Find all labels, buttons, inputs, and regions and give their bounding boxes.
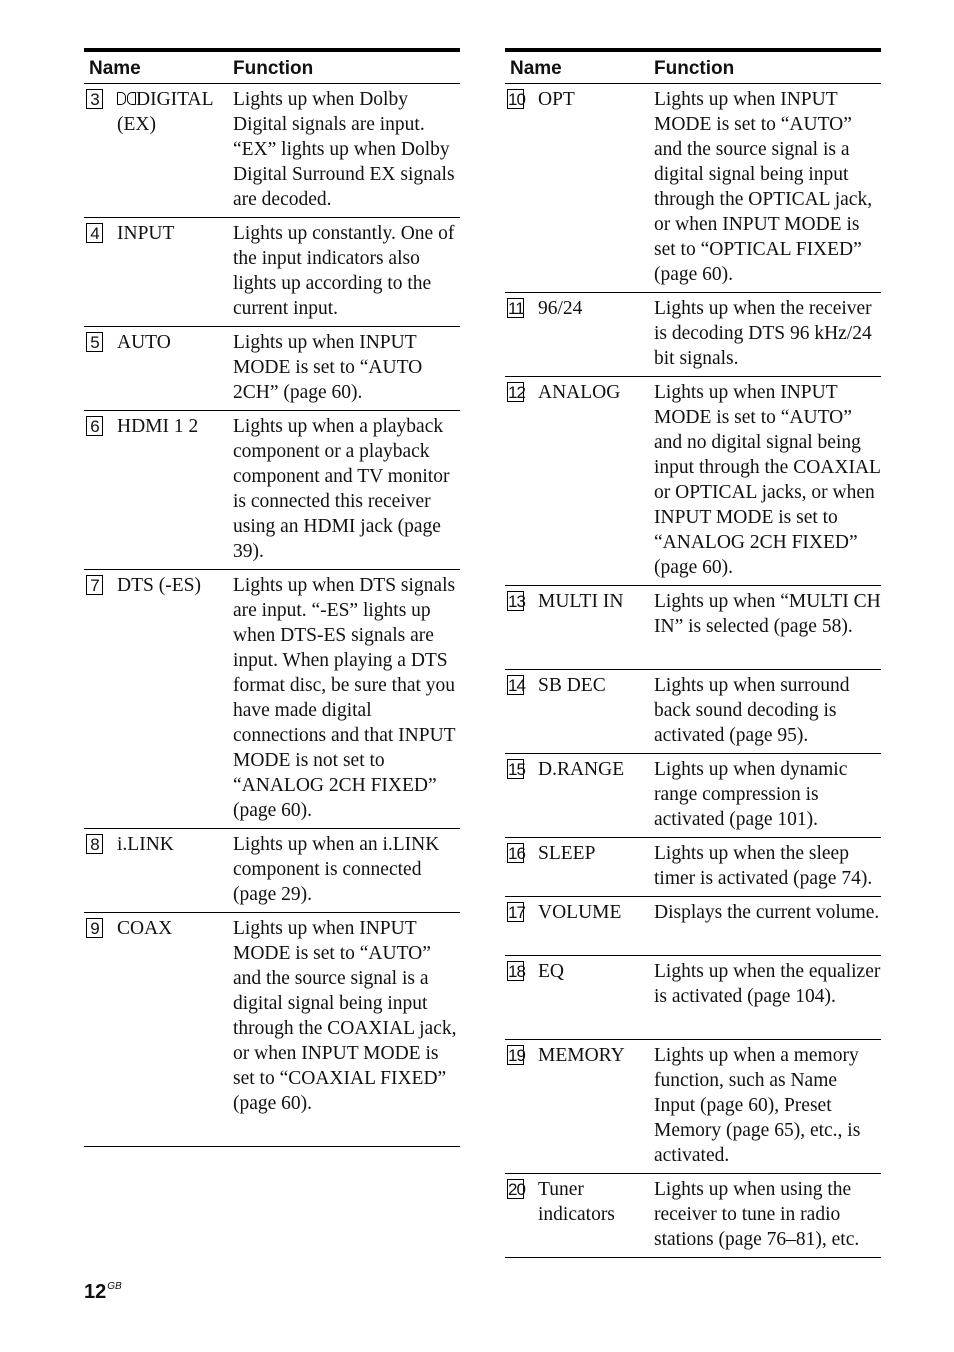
indicator-name: 96/24 [538, 298, 583, 319]
name-column-header: Name [89, 58, 141, 79]
indicator-function: Lights up when INPUT MODE is set to “AUTO” and the source signal is a digital signal being input through the OPTICAL jack, or when INPUT MODE is set to “OPTICAL FIXED” (page 60). [654, 89, 873, 285]
indicator-function: Displays the current volume. [654, 902, 880, 923]
indicator-function: Lights up when Dolby Digital signals are input. “EX” lights up when Dolby Digital Surround EX signals are decoded. [233, 89, 455, 210]
row-number: 6 [86, 416, 103, 436]
indicator-name: DIGITAL (EX) [117, 89, 213, 135]
indicator-function: Lights up when an i.LINK component is connected (page 29). [233, 834, 440, 905]
row-number: 15 [508, 760, 525, 779]
table-row [505, 1174, 881, 1258]
table-row [505, 293, 881, 377]
table-row [84, 327, 460, 411]
table-row [84, 218, 460, 327]
table-row [84, 829, 460, 913]
table-row [505, 1040, 881, 1174]
row-number: 13 [508, 592, 525, 611]
indicator-name: AUTO [117, 332, 171, 353]
row-number: 9 [86, 918, 103, 938]
row-number: 16 [508, 844, 525, 863]
table-row [505, 897, 881, 956]
table-row [505, 84, 881, 293]
indicator-name: i.LINK [117, 834, 174, 855]
indicator-name: MULTI IN [538, 591, 624, 612]
row-number: 10 [508, 90, 525, 109]
row-number: 19 [508, 1046, 525, 1065]
indicator-function: Lights up when surround back sound decoding is activated (page 95). [654, 675, 850, 746]
region-code: GB [107, 1281, 122, 1292]
indicator-name: MEMORY [538, 1045, 625, 1066]
table-row [84, 411, 460, 570]
row-number: 17 [508, 903, 525, 922]
function-column-header: Function [233, 58, 314, 79]
indicator-name: VOLUME [538, 902, 622, 923]
table-row [505, 838, 881, 897]
row-number: 20 [508, 1180, 525, 1199]
indicator-name: D.RANGE [538, 759, 625, 780]
indicator-name: OPT [538, 89, 575, 110]
dolby-logo-icon [117, 89, 136, 110]
row-number: 18 [508, 962, 525, 981]
indicator-function: Lights up when a playback component or a playback component and TV monitor is connected this receiver using an HDMI jack (page 39). [233, 416, 450, 562]
table-row [505, 670, 881, 754]
table-row [505, 754, 881, 838]
table-row [505, 586, 881, 670]
table-left [84, 48, 460, 1147]
table-header [505, 48, 881, 84]
indicator-function: Lights up when INPUT MODE is set to “AUTO” and no digital signal being input through the COAXIAL or OPTICAL jacks, or when INPUT MODE is set to “ANALOG 2CH FIXED” (page 60). [654, 382, 881, 578]
indicator-function: Lights up when the receiver is decoding DTS 96 kHz/24 bit signals. [654, 298, 872, 369]
indicator-function: Lights up constantly. One of the input indicators also lights up according to the current input. [233, 223, 455, 319]
table-row [84, 570, 460, 829]
row-number: 8 [86, 834, 103, 854]
row-number: 7 [86, 575, 103, 595]
row-number: 14 [508, 676, 525, 695]
table-row [84, 84, 460, 218]
indicator-function: Lights up when dynamic range compression is activated (page 101). [654, 759, 848, 830]
indicator-name: DTS (-ES) [117, 575, 201, 596]
page-number: 12 [84, 1281, 107, 1303]
indicator-name: INPUT [117, 223, 175, 244]
indicator-name: SLEEP [538, 843, 596, 864]
row-number: 3 [86, 89, 103, 109]
indicator-name: SB DEC [538, 675, 606, 696]
indicator-function: Lights up when INPUT MODE is set to “AUTO” and the source signal is a digital signal being input through the COAXIAL jack, or when INPUT MODE is set to “COAXIAL FIXED” (page 60). [233, 918, 457, 1114]
row-number: 5 [86, 332, 103, 352]
indicator-function: Lights up when using the receiver to tune in radio stations (page 76–81), etc. [654, 1179, 860, 1250]
indicator-function: Lights up when the equalizer is activated (page 104). [654, 961, 881, 1007]
table-row [505, 377, 881, 586]
indicator-name: Tuner indicators [538, 1179, 615, 1225]
page-footer [84, 1281, 122, 1304]
indicator-function: Lights up when INPUT MODE is set to “AUTO 2CH” (page 60). [233, 332, 423, 403]
indicator-name: EQ [538, 961, 564, 982]
indicator-function: Lights up when the sleep timer is activated (page 74). [654, 843, 873, 889]
table-row [505, 956, 881, 1040]
indicator-name: HDMI 1 2 [117, 416, 199, 437]
table-row [84, 913, 460, 1147]
indicator-function: Lights up when DTS signals are input. “-ES” lights up when DTS-ES signals are input. When playing a DTS format disc, be sure that you have made digital connections and that INPUT MODE is not set to “ANALOG 2CH FIXED” (page 60). [233, 575, 456, 821]
table-right [505, 48, 881, 1258]
indicator-function: Lights up when a memory function, such as Name Input (page 60), Preset Memory (page 65), etc., is activated. [654, 1045, 861, 1166]
indicator-function: Lights up when “MULTI CH IN” is selected (page 58). [654, 591, 881, 637]
name-column-header: Name [510, 58, 562, 79]
row-number: 4 [86, 223, 103, 243]
row-number: 11 [508, 299, 524, 318]
table-header [84, 48, 460, 84]
function-column-header: Function [654, 58, 735, 79]
row-number: 12 [508, 383, 525, 402]
indicator-name: COAX [117, 918, 173, 939]
indicator-name: ANALOG [538, 382, 621, 403]
